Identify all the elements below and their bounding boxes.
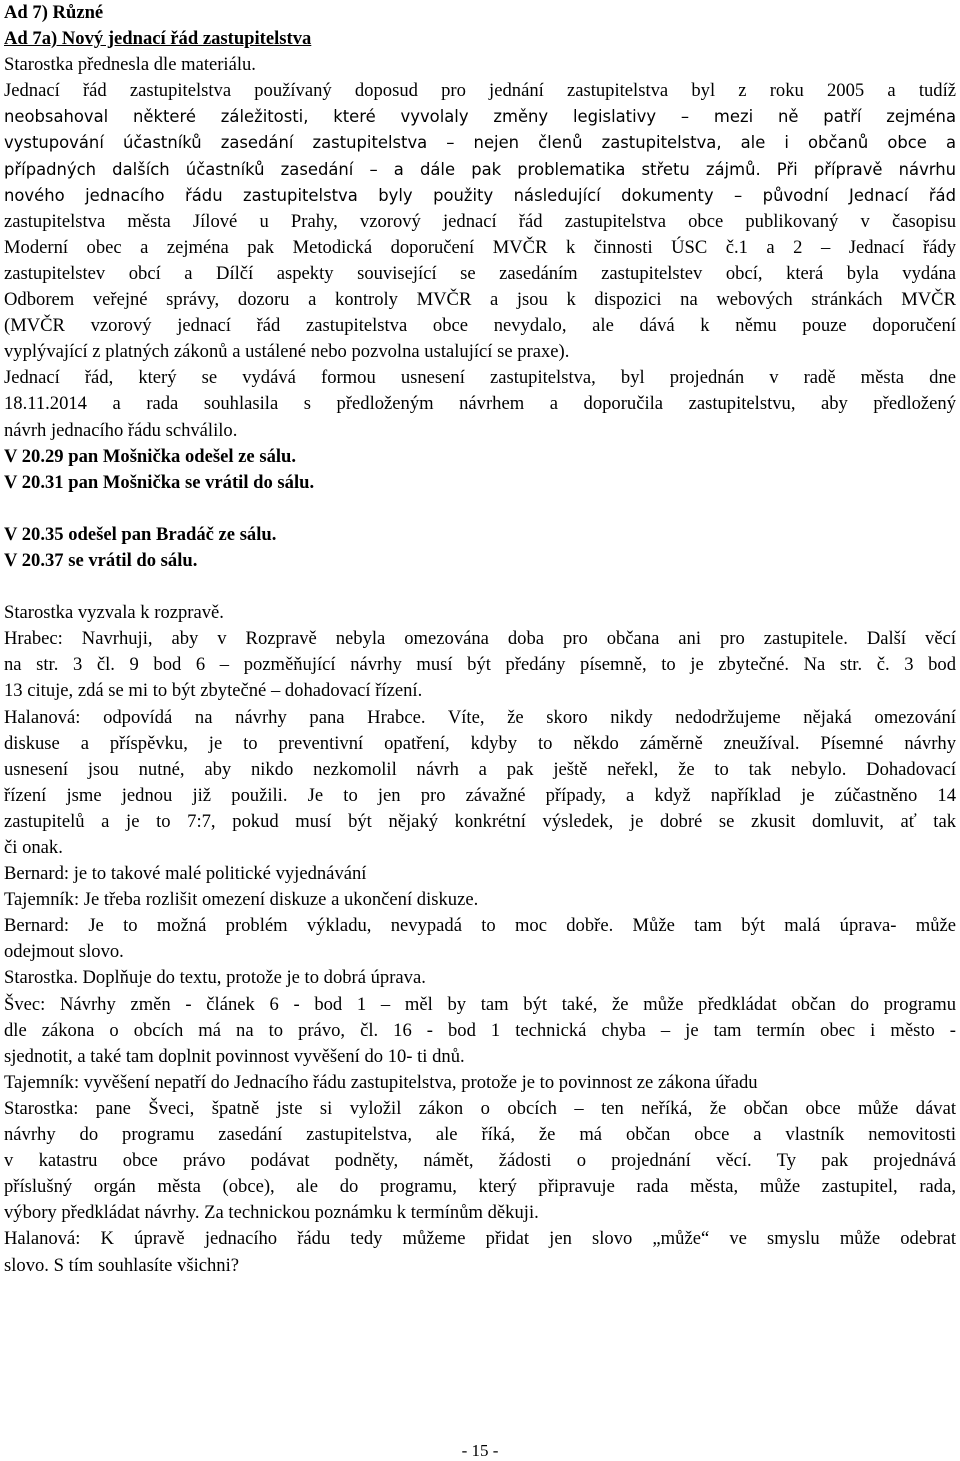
discussion-line: na str. 3 čl. 9 bod 6 – pozměňující návrhy musí být předány písemně, to je zbytečné. Na str. č. 3 bod — [4, 654, 956, 676]
discussion-line: slovo. S tím souhlasíte všichni? — [4, 1254, 240, 1276]
discussion-line: v katastru obce právo podávat podněty, námět, žádosti o projednání věcí. Ty pak projednává — [4, 1150, 956, 1172]
paragraph-line: vyplývající z platných zákonů a ustálené nebo pozvolna ustalující se praxe). — [4, 341, 570, 363]
discussion-line: Halanová: odpovídá na návrhy pana Hrabce. Víte, že skoro nikdy nedodržujeme nějaká omezování — [4, 706, 956, 728]
paragraph-line: (MVČR vzorový jednací řád zastupitelstva obce nevydalo, ale dává k němu pouze doporučení — [4, 315, 956, 337]
discussion-line: Tajemník: Je třeba rozlišit omezení diskuze a ukončení diskuze. — [4, 889, 479, 911]
discussion-line: Hrabec: Navrhuji, aby v Rozpravě nebyla omezována doba pro občana ani pro zastupitele. Další věcí — [4, 628, 956, 650]
bold-note: V 20.29 pan Mošnička odešel ze sálu. — [4, 445, 297, 467]
paragraph-line: vystupování účastníků zasedání zastupitelstva – nejen členů zastupitelstva, ale i občanů obce a — [4, 133, 956, 153]
discussion-line: výbory předkládat návrhy. Za technickou poznámku k termínům děkuji. — [4, 1202, 539, 1224]
discussion-line: odejmout slovo. — [4, 941, 124, 963]
discussion-line: zastupitelů a je to 7:7, pokud musí být nějaký konkrétní výsledek, je dobré se zkusit domluvit, ať tak — [4, 810, 956, 832]
document-page — [4, 0, 956, 1279]
paragraph-line: Odborem veřejné správy, dozoru a kontroly MVČR a jsou k dispozici na webových stránkách MVČR — [4, 289, 956, 311]
paragraph-line: zastupitelstev obcí a Dílčí aspekty související se zasedáním zastupitelstev obcí, která byla vydána — [4, 262, 956, 284]
discussion-line: návrhy do programu zasedání zastupitelstva, ale říká, že má občan obce a vlastník nemovitosti — [4, 1124, 956, 1146]
paragraph-line: Moderní obec a zejména pak Metodická doporučení MVČR k činnosti ÚSC č.1 a 2 – Jednací řády — [4, 236, 956, 258]
paragraph-projednani — [4, 365, 956, 443]
discussion-line: 13 cituje, zdá se mi to být zbytečné – dohadovací řízení. — [4, 680, 423, 702]
subsection-heading-text: Ad 7a) Nový jednací řád zastupitelstva — [4, 28, 312, 50]
discussion-line: Halanová: K úpravě jednacího řádu tedy můžeme přidat jen slovo „může“ ve smyslu může odebrat — [4, 1228, 956, 1250]
discussion-line: Starostka. Doplňuje do textu, protože je to dobrá úprava. — [4, 967, 426, 989]
blank-line — [4, 496, 956, 522]
bold-note: V 20.35 odešel pan Bradáč ze sálu. — [4, 523, 277, 545]
blank-line — [4, 574, 956, 600]
paragraph-line: případných dalších účastníků zasedání – a dále pak problematika střetu zájmů. Při přípravě návrhu — [4, 159, 956, 179]
discussion-line: řízení jsme jednou již použili. Je to jen pro závažné případy, a když například je zúčastněno 14 — [4, 784, 956, 806]
discussion-line: sjednotit, a také tam doplnit povinnost vyvěšení do 10- ti dnů. — [4, 1045, 465, 1067]
discussion-line: Bernard: Je to možná problém výkladu, nevypadá to moc dobře. Může tam být malá úprava- může — [4, 915, 956, 937]
page-number: - 15 - — [461, 1441, 499, 1460]
discussion-line: Bernard: je to takové malé politické vyjednávání — [4, 863, 367, 885]
bold-note: V 20.31 pan Mošnička se vrátil do sálu. — [4, 471, 315, 493]
discussion-line: Starostka vyzvala k rozpravě. — [4, 602, 224, 624]
paragraph-jednaci-rad — [4, 78, 956, 365]
paragraph-line: návrh jednacího řádu schválilo. — [4, 419, 238, 441]
paragraph-line: Jednací řád, který se vydává formou usnesení zastupitelstva, byl projednán v radě města dne — [4, 367, 956, 389]
discussion-line: Švec: Návrhy změn - článek 6 - bod 1 – měl by tam být také, že může předkládat občan do programu — [4, 993, 956, 1015]
paragraph-line: Jednací řád zastupitelstva používaný doposud pro jednání zastupitelstva byl z roku 2005 a tudíž — [4, 80, 956, 102]
paragraph-line: nového jednacího řádu zastupitelstva byly použity následující dokumenty – původní Jednací řád — [4, 185, 956, 205]
discussion-line: usnesení jsou nutné, aby nikdo nezkomolil návrh a pak ještě neřekl, že to tak nebylo. Dohadovací — [4, 758, 956, 780]
paragraph-line: neobsahoval některé záležitosti, které vyvolaly změny legislativy – mezi ně patří zejména — [4, 107, 956, 127]
subsection-heading — [4, 26, 956, 52]
bold-note: V 20.37 se vrátil do sálu. — [4, 549, 198, 571]
discussion-line: či onak. — [4, 837, 63, 858]
discussion-line: dle zákona o obcích má na to právo, čl. 16 - bod 1 technická chyba – je tam termín obec i město - — [4, 1019, 956, 1041]
discussion-line: diskuse a příspěvku, je to preventivní opatření, kdyby to někdo záměrně zneužíval. Písemné návrhy — [4, 732, 956, 754]
paragraph-line: zastupitelstva města Jílové u Prahy, vzorový jednací řád zastupitelstva obce publikovaný v časopisu — [4, 210, 956, 232]
discussion — [4, 600, 956, 1278]
discussion-line: Tajemník: vyvěšení nepatří do Jednacího řádu zastupitelstva, protože je to povinnost ze zákona úřadu — [4, 1071, 758, 1093]
discussion-line: Starostka: pane Šveci, špatně jste si vyložil zákon o obcích – ten neříká, že občan obce může dávat — [4, 1097, 956, 1119]
paragraph-line: 18.11.2014 a rada souhlasila s předloženým návrhem a doporučila zastupitelstvu, aby předložený — [4, 393, 956, 415]
intro-text: Starostka přednesla dle materiálu. — [4, 54, 256, 76]
discussion-line: příslušný orgán města (obce), ale do programu, který připravuje rada města, může zastupitel, rada, — [4, 1176, 956, 1198]
section-heading: Ad 7) Různé — [4, 2, 104, 23]
